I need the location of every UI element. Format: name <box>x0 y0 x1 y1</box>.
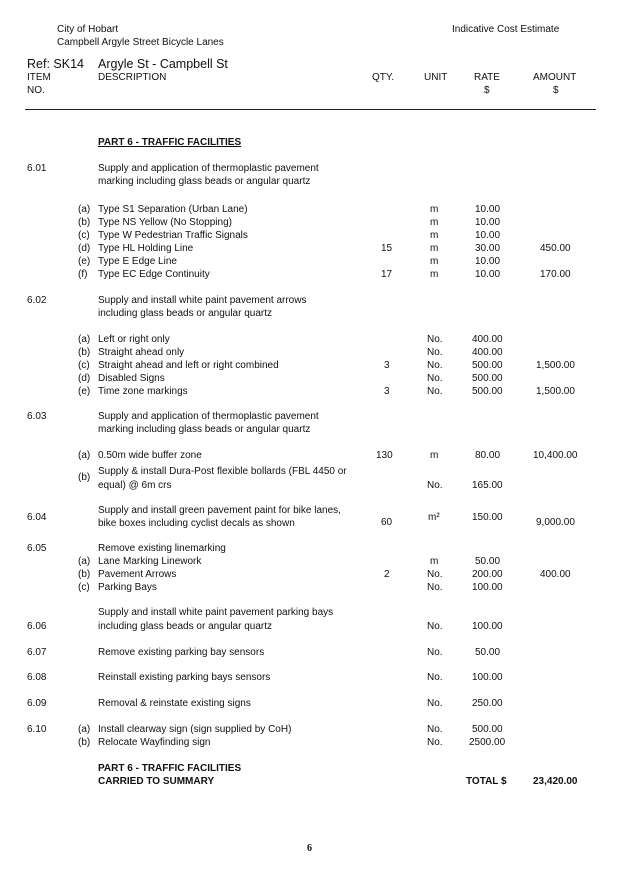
col-amount-label: AMOUNT <box>533 72 577 83</box>
sub-item-label: (b) <box>78 217 91 228</box>
sub-item-description: Type NS Yellow (No Stopping) <box>98 217 232 228</box>
unit-cell: No. <box>427 698 443 709</box>
qty-cell: 2 <box>384 569 390 580</box>
amount-cell: 1,500.00 <box>536 360 575 371</box>
reference-label: Ref: SK14 <box>27 57 84 71</box>
unit-cell: m <box>430 217 439 228</box>
col-rate-currency: $ <box>484 85 490 96</box>
client-name: City of Hobart <box>57 24 119 35</box>
unit-cell: No. <box>427 737 443 748</box>
sub-item-description: Supply & install Dura-Post flexible bollards (FBL 4450 or <box>98 466 347 477</box>
col-rate-label: RATE <box>474 72 500 83</box>
sub-item-description: equal) @ 6m crs <box>98 480 172 491</box>
rate-cell: 165.00 <box>472 480 503 491</box>
item-description: marking including glass beads or angular quartz <box>98 176 311 187</box>
unit-cell: No. <box>427 373 443 384</box>
item-description: Supply and application of thermoplastic pavement <box>98 163 319 174</box>
unit-cell: No. <box>427 724 443 735</box>
item-description: including glass beads or angular quartz <box>98 308 272 319</box>
unit-cell: No. <box>427 672 443 683</box>
rate-cell: 400.00 <box>472 347 503 358</box>
total-label: TOTAL $ <box>466 776 507 787</box>
unit-cell: m <box>430 204 439 215</box>
sub-item-label: (b) <box>78 347 91 358</box>
item-description: Remove existing parking bay sensors <box>98 647 265 658</box>
sub-item-label: (e) <box>78 386 91 397</box>
sub-item-description: Parking Bays <box>98 582 157 593</box>
rate-cell: 100.00 <box>472 582 503 593</box>
sub-item-description: Install clearway sign (sign supplied by CoH) <box>98 724 292 735</box>
item-number: 6.09 <box>27 698 47 709</box>
sub-item-label: (a) <box>78 450 91 461</box>
unit-cell: No. <box>427 347 443 358</box>
col-amount-currency: $ <box>553 85 559 96</box>
unit-cell: m² <box>428 512 440 523</box>
sub-item-description: Straight ahead and left or right combined <box>98 360 279 371</box>
rate-cell: 10.00 <box>475 269 501 280</box>
rate-cell: 10.00 <box>475 230 501 241</box>
qty-cell: 15 <box>381 243 393 254</box>
unit-cell: No. <box>427 647 443 658</box>
item-description: Removal & reinstate existing signs <box>98 698 251 709</box>
item-number: 6.08 <box>27 672 47 683</box>
qty-cell: 3 <box>384 360 390 371</box>
part-heading: PART 6 - TRAFFIC FACILITIES <box>98 137 242 148</box>
rate-cell: 100.00 <box>472 621 503 632</box>
unit-cell: No. <box>427 360 443 371</box>
unit-cell: m <box>430 269 439 280</box>
sub-item-label: (b) <box>78 737 91 748</box>
sub-item-description: Type S1 Separation (Urban Lane) <box>98 204 248 215</box>
sub-item-description: Relocate Wayfinding sign <box>98 737 211 748</box>
item-description: Supply and install white paint pavement arrows <box>98 295 307 306</box>
rate-cell: 250.00 <box>472 698 503 709</box>
summary-carried-label: CARRIED TO SUMMARY <box>98 776 215 787</box>
rate-cell: 80.00 <box>475 450 501 461</box>
item-number: 6.01 <box>27 163 47 174</box>
col-unit-label: UNIT <box>424 72 448 83</box>
item-number: 6.06 <box>27 621 47 632</box>
unit-cell: m <box>430 243 439 254</box>
sub-item-description: Straight ahead only <box>98 347 185 358</box>
item-description: Supply and install green pavement paint for bike lanes, <box>98 505 341 516</box>
item-number: 6.05 <box>27 543 47 554</box>
sub-item-description: Pavement Arrows <box>98 569 177 580</box>
item-description: Reinstall existing parking bays sensors <box>98 672 271 683</box>
item-description: marking including glass beads or angular quartz <box>98 424 311 435</box>
rate-cell: 400.00 <box>472 334 503 345</box>
item-number: 6.07 <box>27 647 47 658</box>
unit-cell: m <box>430 450 439 461</box>
rate-cell: 500.00 <box>472 373 503 384</box>
item-number: 6.04 <box>27 512 47 523</box>
rate-cell: 2500.00 <box>469 737 506 748</box>
amount-cell: 400.00 <box>540 569 571 580</box>
sub-item-description: 0.50m wide buffer zone <box>98 450 202 461</box>
sub-item-description: Left or right only <box>98 334 170 345</box>
rate-cell: 50.00 <box>475 647 501 658</box>
unit-cell: No. <box>427 334 443 345</box>
reference-title: Argyle St - Campbell St <box>98 57 228 71</box>
item-description: Remove existing linemarking <box>98 543 226 554</box>
unit-cell: m <box>430 256 439 267</box>
col-item-no-label: NO. <box>27 85 45 96</box>
sub-item-description: Type E Edge Line <box>98 256 177 267</box>
col-description-label: DESCRIPTION <box>98 72 167 83</box>
header-divider <box>25 109 596 110</box>
rate-cell: 10.00 <box>475 217 501 228</box>
item-number: 6.10 <box>27 724 47 735</box>
sub-item-label: (e) <box>78 256 91 267</box>
rate-cell: 500.00 <box>472 386 503 397</box>
item-description: bike boxes including cyclist decals as shown <box>98 518 295 529</box>
unit-cell: No. <box>427 569 443 580</box>
unit-cell: m <box>430 230 439 241</box>
rate-cell: 500.00 <box>472 360 503 371</box>
unit-cell: m <box>430 556 439 567</box>
rate-cell: 100.00 <box>472 672 503 683</box>
sub-item-description: Time zone markings <box>98 386 188 397</box>
unit-cell: No. <box>427 480 443 491</box>
sub-item-label: (a) <box>78 556 91 567</box>
amount-cell: 1,500.00 <box>536 386 575 397</box>
rate-cell: 10.00 <box>475 204 501 215</box>
sub-item-description: Type W Pedestrian Traffic Signals <box>98 230 248 241</box>
rate-cell: 150.00 <box>472 512 503 523</box>
qty-cell: 60 <box>381 517 393 528</box>
document-type: Indicative Cost Estimate <box>452 24 560 35</box>
rate-cell: 30.00 <box>475 243 501 254</box>
sub-item-label: (c) <box>78 230 90 241</box>
sub-item-label: (d) <box>78 243 91 254</box>
sub-item-label: (d) <box>78 373 91 384</box>
sub-item-label: (b) <box>78 569 91 580</box>
total-value: 23,420.00 <box>533 776 578 787</box>
col-qty-label: QTY. <box>372 72 395 83</box>
rate-cell: 500.00 <box>472 724 503 735</box>
sub-item-description: Type HL Holding Line <box>98 243 194 254</box>
item-number: 6.02 <box>27 295 47 306</box>
unit-cell: No. <box>427 582 443 593</box>
col-item-label: ITEM <box>27 72 51 83</box>
unit-cell: No. <box>427 386 443 397</box>
item-description: Supply and install white paint pavement parking bays <box>98 607 334 618</box>
rate-cell: 200.00 <box>472 569 503 580</box>
qty-cell: 17 <box>381 269 393 280</box>
sub-item-label: (c) <box>78 582 90 593</box>
amount-cell: 170.00 <box>540 269 571 280</box>
sub-item-label: (a) <box>78 334 91 345</box>
qty-cell: 130 <box>376 450 393 461</box>
item-description: Supply and application of thermoplastic pavement <box>98 411 319 422</box>
unit-cell: No. <box>427 621 443 632</box>
project-name: Campbell Argyle Street Bicycle Lanes <box>57 37 224 48</box>
amount-cell: 10,400.00 <box>533 450 578 461</box>
summary-heading: PART 6 - TRAFFIC FACILITIES <box>98 763 242 774</box>
sub-item-label: (b) <box>78 472 91 483</box>
sub-item-description: Lane Marking Linework <box>98 556 202 567</box>
sub-item-label: (c) <box>78 360 90 371</box>
item-description: including glass beads or angular quartz <box>98 621 272 632</box>
rate-cell: 50.00 <box>475 556 501 567</box>
sub-item-description: Disabled Signs <box>98 373 165 384</box>
sub-item-label: (a) <box>78 724 91 735</box>
qty-cell: 3 <box>384 386 390 397</box>
amount-cell: 450.00 <box>540 243 571 254</box>
page-number: 6 <box>307 843 312 854</box>
sub-item-description: Type EC Edge Continuity <box>98 269 210 280</box>
sub-item-label: (f) <box>78 269 88 280</box>
amount-cell: 9,000.00 <box>536 517 575 528</box>
sub-item-label: (a) <box>78 204 91 215</box>
rate-cell: 10.00 <box>475 256 501 267</box>
item-number: 6.03 <box>27 411 47 422</box>
